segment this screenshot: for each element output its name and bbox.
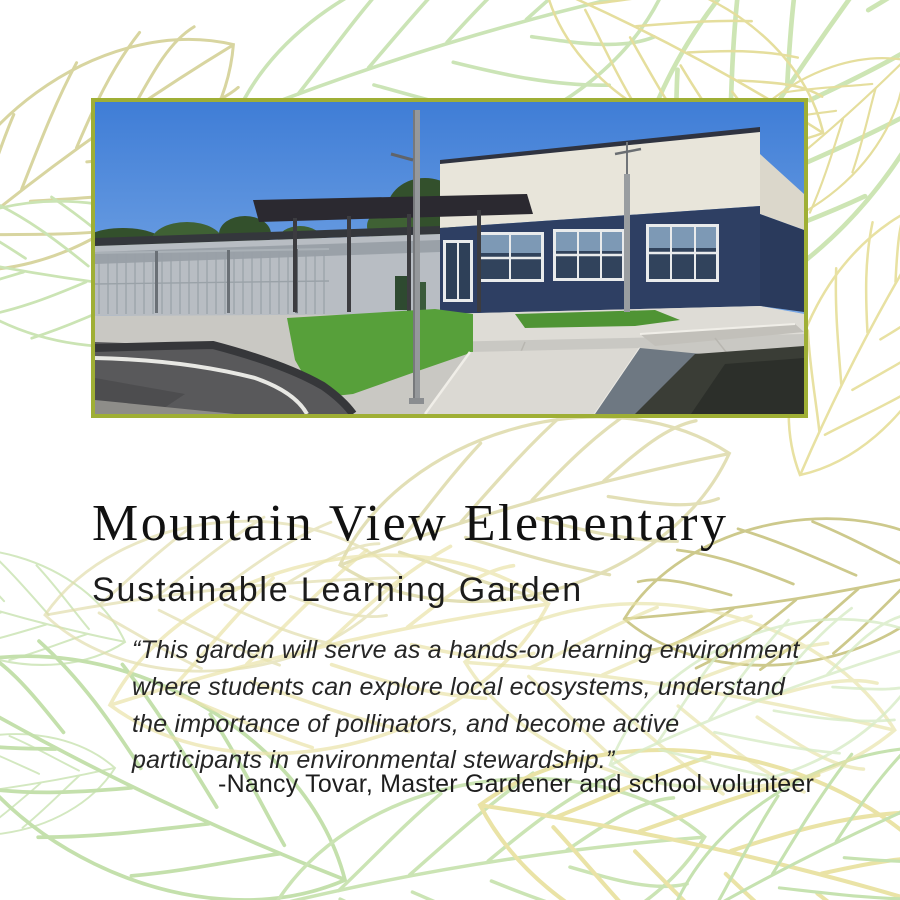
- quote-text: [132, 632, 800, 779]
- quote-line: participants in environmental stewardship.”: [132, 746, 615, 775]
- quote-attribution: -Nancy Tovar, Master Gardener and school volunteer: [218, 770, 814, 798]
- windows: [478, 224, 719, 282]
- page-subtitle: Sustainable Learning Garden: [92, 571, 583, 610]
- quote-line: “This garden will serve as a hands-on learning environment: [132, 636, 800, 664]
- quote-line: where students can explore local ecosystems, understand: [132, 672, 786, 701]
- school-photo-illustration: [95, 102, 804, 414]
- school-photo: [91, 98, 808, 418]
- school-building: [440, 127, 804, 314]
- quote-line: the importance of pollinators, and become active: [132, 709, 680, 738]
- entry-door: [443, 240, 473, 302]
- page-title: Mountain View Elementary: [92, 494, 729, 552]
